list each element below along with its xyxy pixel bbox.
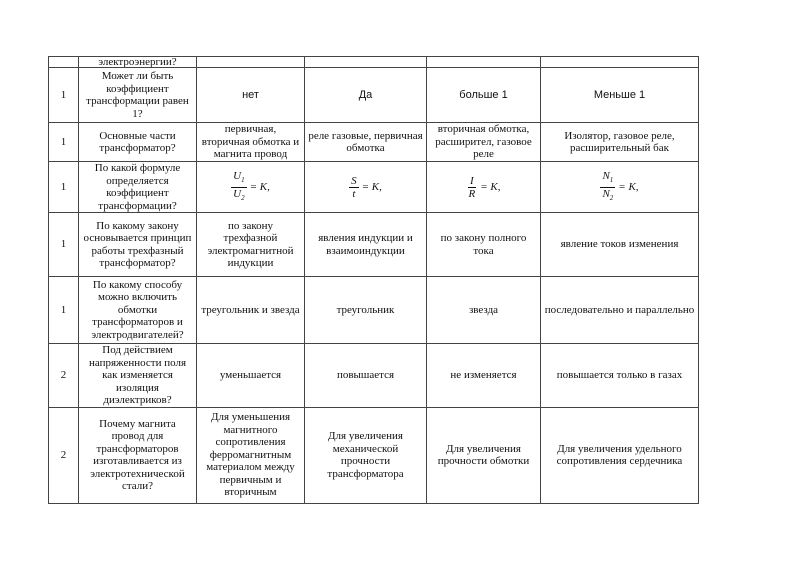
- question-cell: По какому закону основывается принцип работы трехфазный трансформатор?: [79, 213, 197, 277]
- row-number: 2: [49, 407, 79, 503]
- formula-n1-n2: $\frac{N_1}{N_2}$ = K,: [602, 170, 639, 202]
- answer-cell: уменьшается: [197, 344, 305, 408]
- answer-cell: треугольник и звезда: [197, 277, 305, 344]
- answer-cell: Для уменьшения магнитного сопротивления ферромагнитным материалом между первичным и вторичным: [197, 407, 305, 503]
- answer-cell: Для увеличения прочности обмотки: [427, 407, 541, 503]
- question-cell: Почему магнита провод для трансформаторов изготавливается из электротехнической стали?: [79, 407, 197, 503]
- answer-cell: реле газовые, первичная обмотка: [305, 123, 427, 162]
- answer-cell: Для увеличения удельного сопротивления сердечника: [541, 407, 699, 503]
- table-row: [49, 68, 699, 123]
- answer-cell: Меньше 1: [541, 68, 699, 123]
- answer-cell: явления индукции и взаимоиндукции: [305, 213, 427, 277]
- answer-cell: Да: [305, 68, 427, 123]
- formula-s-t: $\frac{S}{t}$ = K,: [351, 174, 382, 200]
- answer-cell-formula-4: [541, 162, 699, 213]
- table-row: [49, 407, 699, 503]
- answer-cell: по закону полного тока: [427, 213, 541, 277]
- question-cell: Основные части трансформатор?: [79, 123, 197, 162]
- answer-cell: Для увеличения механической прочности трансформатора: [305, 407, 427, 503]
- row-number: 2: [49, 344, 79, 408]
- row-number: 1: [49, 68, 79, 123]
- answer-cell: больше 1: [427, 68, 541, 123]
- table-row: [49, 162, 699, 213]
- answer-cell: явление токов изменения: [541, 213, 699, 277]
- answer-cell-formula-3: [427, 162, 541, 213]
- answer-cell: первичная, вторичная обмотка и магнита провод: [197, 123, 305, 162]
- table-row: [49, 57, 699, 68]
- table-row: [49, 213, 699, 277]
- table-row: [49, 277, 699, 344]
- row-number: [49, 57, 79, 68]
- answer-cell: вторичная обмотка, расширител, газовое реле: [427, 123, 541, 162]
- row-number: 1: [49, 213, 79, 277]
- answer-cell: [305, 57, 427, 68]
- question-cell: электроэнергии?: [79, 57, 197, 68]
- answer-cell: треугольник: [305, 277, 427, 344]
- answer-cell: звезда: [427, 277, 541, 344]
- table-row: [49, 344, 699, 408]
- row-number: 1: [49, 277, 79, 344]
- formula-i-r: $\frac{I}{R}$ = K,: [468, 174, 501, 200]
- question-cell: Может ли быть коэффициент трансформации равен 1?: [79, 68, 197, 123]
- row-number: 1: [49, 123, 79, 162]
- question-cell: По какому способу можно включить обмотки трансформаторов и электродвигателей?: [79, 277, 197, 344]
- question-cell: По какой формуле определяется коэффициент трансформации?: [79, 162, 197, 213]
- answer-cell-formula-1: [197, 162, 305, 213]
- answer-cell: повышается: [305, 344, 427, 408]
- questions-table: [48, 56, 699, 504]
- table-row: [49, 123, 699, 162]
- answer-cell: повышается только в газах: [541, 344, 699, 408]
- answer-cell: по закону трехфазной электромагнитной индукции: [197, 213, 305, 277]
- answer-cell: [427, 57, 541, 68]
- formula-u1-u2: $\frac{U_1}{U_2}$ = K,: [233, 170, 270, 202]
- row-number: 1: [49, 162, 79, 213]
- answer-cell: нет: [197, 68, 305, 123]
- answer-cell: [197, 57, 305, 68]
- answer-cell: Изолятор, газовое реле, расширительный бак: [541, 123, 699, 162]
- question-cell: Под действием напряженности поля как изменяется изоляция диэлектриков?: [79, 344, 197, 408]
- answer-cell: не изменяется: [427, 344, 541, 408]
- answer-cell: [541, 57, 699, 68]
- answer-cell-formula-2: [305, 162, 427, 213]
- answer-cell: последовательно и параллельно: [541, 277, 699, 344]
